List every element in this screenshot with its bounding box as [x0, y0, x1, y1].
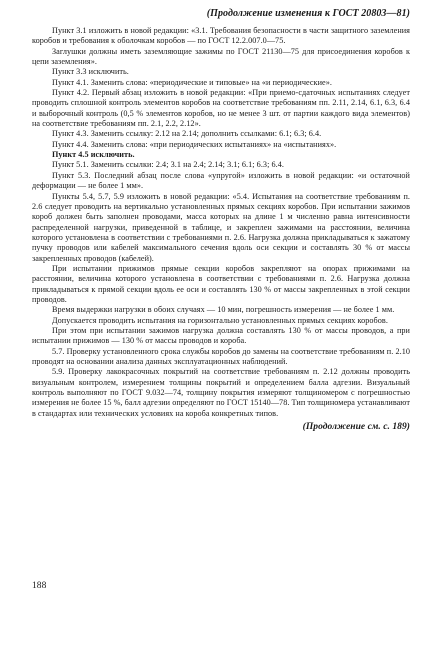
page-number: 188	[32, 581, 47, 591]
paragraph-horizontal: Допускается проводить испытания на горизонтально установленных прямых секциях коробов.	[52, 315, 388, 325]
paragraph-horizontal-load: При этом при испытании зажимов нагрузка должна составлять 130 % от массы проводов, а при испытании прижимов — 130 % от массы проводов и короба.	[32, 325, 410, 346]
paragraph-4-1: Пункт 4.1. Заменить слова: «периодические и типовые» на «и периодические».	[52, 77, 332, 87]
page-header: (Продолжение изменения к ГОСТ 20803—81)	[206, 8, 410, 19]
paragraph-5-4: Пункты 5.4, 5.7, 5.9 изложить в новой редакции: «5.4. Испытания на соответствие требованиям п. 2.6 следует проводить на вертикально установленных прямых секциях коробов. При испытании зажимов короб должен быть заполнен проводами, масса которых на длине 1 м численно равна интенсивности распределенной нагрузки, приведенной в таблице, и закреплен зажимами на расстоянии, величина которого установлена в соответствии с требованиями п. 2.6. Нагрузка должна прикладываться к зажатому пучку проводов или кабелей максимального сечения вдоль оси секции и составлять 30 % от массы закрепленных проводов (кабелей).	[32, 191, 410, 263]
paragraph-5-1: Пункт 5.1. Заменить ссылки: 2.4; 3.1 на 2.4; 2.14; 3.1; 6.1; 6.3; 6.4.	[52, 160, 284, 170]
continuation-note: (Продолжение см. с. 189)	[302, 422, 410, 433]
paragraph-5-3: Пункт 5.3. Последний абзац после слова «упругой» изложить в новой редакции: «и остаточной деформации — не более 1 мм».	[32, 170, 410, 191]
paragraph-plugs: Заглушки должны иметь заземляющие зажимы по ГОСТ 21130—75 для присоединения коробов к цепи заземления».	[32, 46, 410, 67]
paragraph-3-3: Пункт 3.3 исключить.	[52, 67, 129, 77]
paragraph-4-4: Пункт 4.4. Заменить слова: «при периодических испытаниях» на «испытаниях».	[52, 139, 337, 149]
paragraph-4-2: Пункт 4.2. Первый абзац изложить в новой редакции: «При приемо-сдаточных испытаниях следует проводить сплошной контроль элементов коробов на соответствие требованиям пп. 2.11, 2.14, 6.1, 6.3, 6.4 и выборочный контроль (0,5 % элементов коробов, но не менее 3 шт. от партии каждого вида элементов) на соответствие требованиям пп. 2.1, 2.2, 2.12».	[32, 88, 410, 129]
paragraph-4-3: Пункт 4.3. Заменить ссылку: 2.12 на 2.14; дополнить ссылками: 6.1; 6.3; 6.4.	[52, 129, 322, 139]
paragraph-3-1: Пункт 3.1 изложить в новой редакции: «3.1. Требования безопасности в части защитного заземления коробов и требования к оболочкам коробов — по ГОСТ 12.2.007.0—75.	[32, 26, 410, 46]
paragraph-5-7: 5.7. Проверку установленного срока службы коробов до замены на соответствие требованиям п. 2.10 проводят на основании анализа данных эксплуатационных наблюдений.	[32, 346, 410, 366]
paragraph-4-5: Пункт 4.5 исключить.	[52, 150, 135, 160]
paragraph-hold-time: Время выдержки нагрузки в обоих случаях — 10 мин, погрешность измерения — не более 1 мм.	[52, 305, 395, 315]
paragraph-clamps: При испытании прижимов прямые секции коробов закрепляют на опорах прижимами на расстоянии, величина которого установлена в соответствии с требованиями п. 2.6. Нагрузка должна прикладываться к прямой секции вдоль ее оси и составлять 130 % от массы закрепленных в этой секции проводов.	[32, 263, 410, 304]
paragraph-5-9: 5.9. Проверку лакокрасочных покрытий на соответствие требованиям п. 2.12 должны проводить визуальным контролем, измерением толщины покрытий и определением балла адгезии. Визуальный контроль выполняют по ГОСТ 9.032—74, толщину покрытия измеряют толщиномером с погрешностью измерения не более 15 %, балл адгезии определяют по ГОСТ 15140—78. Тип толщиномера устанавливают в стандартах или технических условиях на короба конкретных типов.	[32, 367, 410, 418]
